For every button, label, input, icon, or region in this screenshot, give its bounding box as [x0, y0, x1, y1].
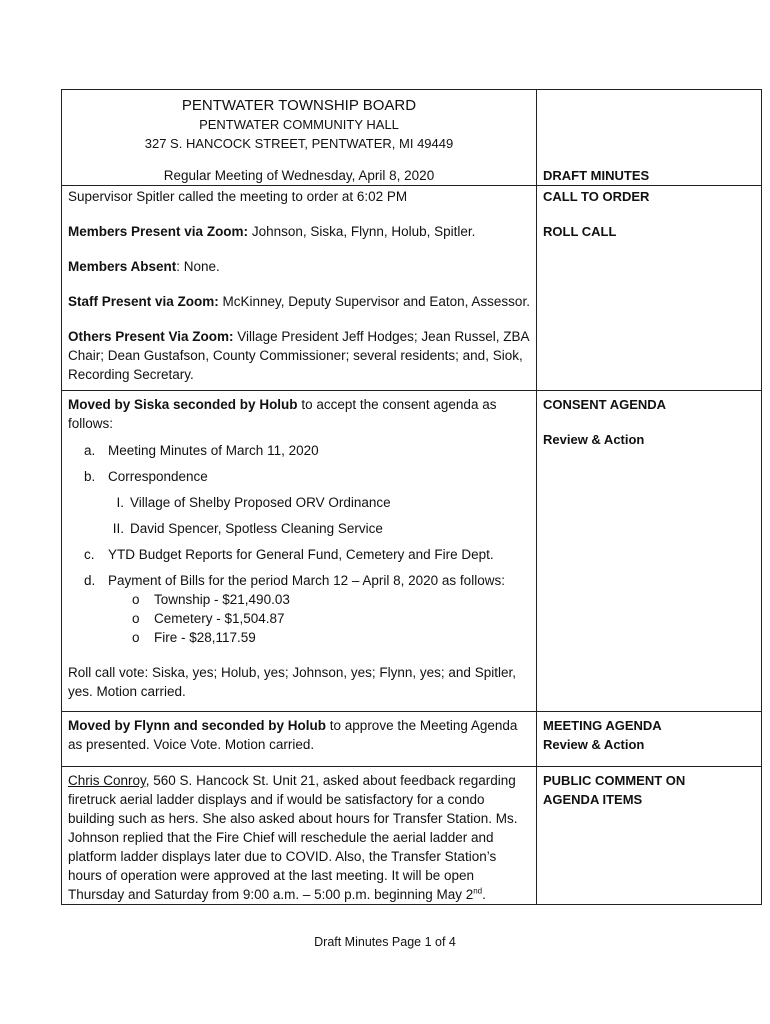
public-comment-cell — [62, 767, 537, 905]
list-item: c. YTD Budget Reports for General Fund, Cemetery and Fire Dept. — [84, 547, 494, 562]
venue-name: PENTWATER COMMUNITY HALL — [199, 117, 399, 132]
public-comment-side-cell — [537, 767, 762, 905]
staff-present-text: McKinney, Deputy Supervisor and Eaton, Assessor. — [218, 294, 530, 309]
roll-call-label: ROLL CALL — [543, 224, 617, 239]
others-present-text: Village President Jeff Hodges; Jean Russel, ZBA Chair; Dean Gustafson, County Commissioner; several residents; and, Siok, Recording Secretary. — [68, 329, 529, 382]
public-comment-row — [62, 767, 762, 905]
list-item: II. David Spencer, Spotless Cleaning Service — [112, 521, 383, 536]
comment-end: . — [482, 887, 486, 902]
roll-call-side-cell — [537, 186, 762, 391]
venue-address: 327 S. HANCOCK STREET, PENTWATER, MI 49449 — [144, 136, 454, 151]
public-comment-label: PUBLIC COMMENT ON AGENDA ITEMS — [543, 773, 686, 807]
minutes-table — [61, 89, 762, 905]
correspondence-list — [68, 493, 530, 538]
others-present-label: Others Present Via Zoom: — [68, 329, 234, 344]
consent-motion-label: Moved by Siska seconded by Holub — [68, 397, 298, 412]
agenda-motion-text: to approve the Meeting Agenda as presented. Voice Vote. Motion carried. — [68, 718, 518, 752]
list-item: o Cemetery - $1,504.87 — [132, 611, 285, 626]
consent-motion-text: to accept the consent agenda as follows: — [68, 397, 497, 431]
header-row — [62, 90, 762, 186]
consent-agenda-label: CONSENT AGENDA — [543, 397, 667, 412]
consent-items-list — [68, 441, 530, 486]
header-side-cell — [537, 90, 762, 186]
meeting-date: Regular Meeting of Wednesday, April 8, 2020 — [163, 168, 435, 183]
document-title: PENTWATER TOWNSHIP BOARD — [181, 97, 417, 114]
consent-side-cell — [537, 391, 762, 712]
meeting-agenda-row — [62, 712, 762, 767]
agenda-motion-label: Moved by Flynn and seconded by Holub — [68, 718, 327, 733]
public-comment-text: 560 S. Hancock St. Unit 21, asked about feedback regarding firetruck aerial ladder displays and if would be satisfactory for a condo building such as hers. She also asked about hours for Transfer Station. Ms. Johnson replied that the Fire Chief will reschedule the aerial ladder and platform ladder displays later due to COVID. Also, the Transfer Station’s hours of operation were approved at the last meeting. It will be open Thursday and Saturday from 9:00 a.m. – 5:00 p.m. beginning May 2 — [68, 773, 518, 902]
meeting-agenda-side-cell — [537, 712, 762, 767]
list-item: a. Meeting Minutes of March 11, 2020 — [84, 443, 319, 458]
members-absent-text: : None. — [176, 259, 220, 274]
meeting-agenda-label: MEETING AGENDA — [543, 718, 662, 733]
bills-list — [68, 590, 530, 647]
staff-present-label: Staff Present via Zoom: — [68, 294, 219, 309]
call-to-order-label: CALL TO ORDER — [543, 189, 650, 204]
members-absent-label: Members Absent — [68, 259, 177, 274]
list-item: o Fire - $28,117.59 — [132, 630, 256, 645]
page-footer: Draft Minutes Page 1 of 4 — [314, 935, 456, 949]
list-item: I. Village of Shelby Proposed ORV Ordinance — [116, 495, 391, 510]
members-present-text: Johnson, Siska, Flynn, Holub, Spitler. — [248, 224, 476, 239]
draft-minutes-label: DRAFT MINUTES — [543, 168, 650, 183]
date-suffix: nd — [473, 886, 483, 896]
roll-call-row — [62, 186, 762, 391]
header-cell — [62, 90, 537, 186]
list-item: d. Payment of Bills for the period March 12 – April 8, 2020 as follows: — [84, 573, 505, 588]
consent-agenda-cell — [62, 391, 537, 712]
roll-call-cell — [62, 186, 537, 391]
call-to-order-text: Supervisor Spitler called the meeting to order at 6:02 PM — [68, 189, 408, 204]
consent-items-list-2 — [68, 545, 530, 590]
roll-call-vote: Roll call vote: Siska, yes; Holub, yes; Johnson, yes; Flynn, yes; and Spitler, yes. Motion carried. — [68, 665, 516, 699]
consent-agenda-row — [62, 391, 762, 712]
meeting-agenda-cell — [62, 712, 537, 767]
consent-review-label: Review & Action — [543, 432, 645, 447]
list-item: o Township - $21,490.03 — [132, 592, 290, 607]
commenter-name: Chris Conroy, — [68, 773, 150, 788]
list-item: b. Correspondence — [84, 469, 208, 484]
minutes-page — [61, 89, 761, 905]
members-present-label: Members Present via Zoom: — [68, 224, 249, 239]
meeting-review-label: Review & Action — [543, 737, 645, 752]
